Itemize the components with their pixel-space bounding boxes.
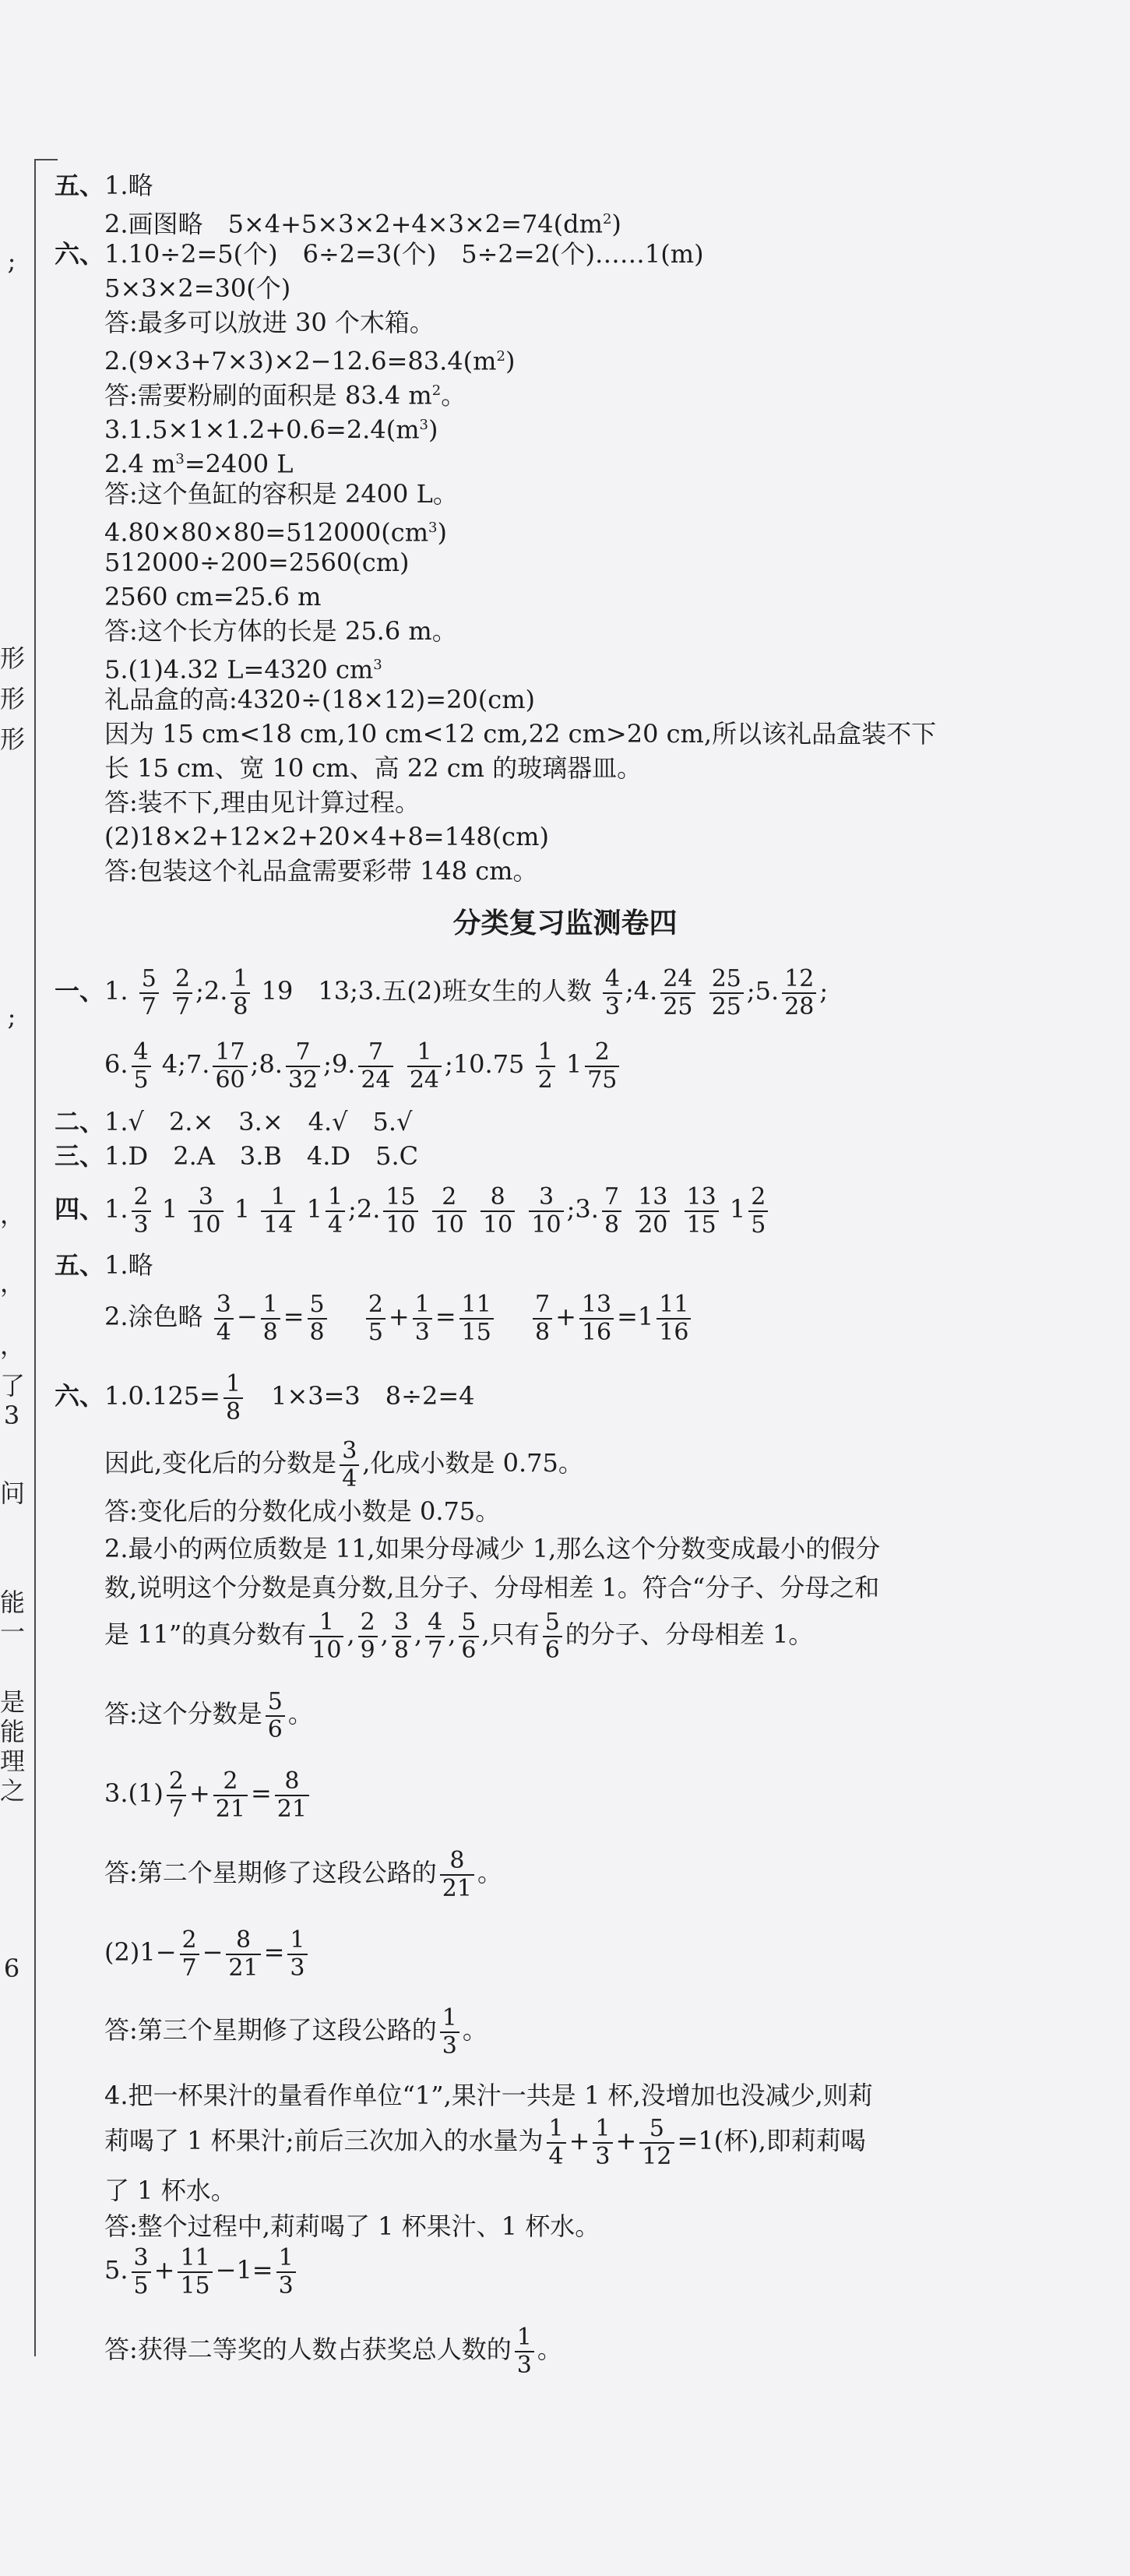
fraction: $\frac{1}{3}$ xyxy=(593,2116,612,2170)
part-one-line-1: 一、1. $\frac{5}{7}$ $\frac{2}{7}$ ;2. $\frac{1}{8}$ 19 13;3.五(2)班女生的人数 $\frac{4}{3}$ ;4. $\frac{24}{25}$ $\frac{25}{25}$ ;5. $\frac{12}{28}$ ; xyxy=(55,964,829,1020)
section-heading: 三、 xyxy=(55,1141,105,1171)
fraction: $\frac{11}{16}$ xyxy=(657,1292,691,1346)
edge-char: 能 xyxy=(0,1717,26,1746)
fraction: $\frac{8}{21}$ xyxy=(440,1848,474,1902)
edge-char: 理 xyxy=(0,1746,26,1776)
part-six-line-10: (2)1− $\frac{2}{7}$ − $\frac{8}{21}$ = $\frac{1}{3}$ xyxy=(104,1921,311,1983)
part-six-line-6: 是 11”的真分数有 $\frac{1}{10}$ , $\frac{2}{9}$ , $\frac{3}{8}$ , $\frac{4}{7}$ , $\frac{5}{6}$ ,只有 $\frac{5}{6}$ 的分子、分母相差 1。 xyxy=(104,1608,814,1664)
fraction: $\frac{1}{8}$ xyxy=(261,1292,280,1346)
edge-char: 一 xyxy=(0,1617,26,1647)
fraction: $\frac{2}{9}$ xyxy=(358,1609,378,1664)
edge-char: 是 xyxy=(0,1687,26,1717)
fraction: $\frac{3}{4}$ xyxy=(340,1438,359,1492)
edge-char: 形 xyxy=(0,643,26,673)
fraction: $\frac{13}{15}$ xyxy=(685,1184,719,1239)
fraction: $\frac{7}{32}$ xyxy=(286,1039,320,1094)
fraction: $\frac{4}{7}$ xyxy=(425,1609,445,1664)
answer-line: 答:需要粉刷的面积是 83.4 $m^2$。 xyxy=(104,380,466,411)
fraction: $\frac{1}{3}$ xyxy=(287,1927,307,1982)
part-four-line: 四、1. $\frac{2}{3}$ 1 $\frac{3}{10}$ 1 $\frac{1}{14}$ 1 $\frac{1}{4}$ ;2. $\frac{15}{10}$ $\frac{2}{10}$ $\frac{8}{10}$ $\frac{3}{10}$ ;3. $\frac{7}{8}$ $\frac{13}{20}$ $\frac{13}{15}$ 1 $\frac{2}{5}$ xyxy=(55,1178,771,1240)
section-six-line-1: 六、1.10÷2=5(个) 6÷2=3(个) 5÷2=2(个)……1(m) xyxy=(55,239,704,269)
edge-char: ， xyxy=(0,1330,26,1360)
edge-char: 了 xyxy=(0,1371,26,1401)
part-two-line: 二、1.√ 2.× 3.× 4.√ 5.√ xyxy=(55,1107,413,1136)
fraction: $\frac{1}{3}$ xyxy=(440,2005,459,2060)
fraction: $\frac{5}{6}$ xyxy=(543,1609,562,1664)
fraction: $\frac{25}{25}$ xyxy=(709,966,744,1020)
section-heading: 一、 xyxy=(55,976,105,1006)
edge-char: ; xyxy=(7,1002,16,1031)
answer-line: 答:整个过程中,莉莉喝了 1 杯果汁、1 杯水。 xyxy=(104,2211,600,2241)
edge-char: 3 xyxy=(3,1401,20,1430)
fraction: $\frac{2}{7}$ xyxy=(173,966,192,1020)
fraction: $\frac{12}{28}$ xyxy=(782,966,816,1020)
answer-line: 答:装不下,理由见计算过程。 xyxy=(104,788,420,817)
fraction: $\frac{1}{3}$ xyxy=(515,2324,534,2379)
fraction: $\frac{5}{7}$ xyxy=(139,966,159,1020)
fraction: $\frac{2}{5}$ xyxy=(748,1184,768,1239)
answer-line: 2560 cm=25.6 m xyxy=(104,582,322,611)
fraction: $\frac{17}{60}$ xyxy=(213,1039,247,1094)
fraction: $\frac{1}{2}$ xyxy=(536,1039,555,1094)
fraction: $\frac{2}{10}$ xyxy=(432,1184,466,1239)
fraction: $\frac{4}{3}$ xyxy=(603,966,622,1020)
edge-char: 形 xyxy=(0,724,26,754)
answer-line: 4.把一杯果汁的量看作单位“1”,果汁一共是 1 杯,没增加也没减少,则莉 xyxy=(104,2081,873,2110)
part-six-line-2: 因此,变化后的分数是 $\frac{3}{4}$ ,化成小数是 0.75。 xyxy=(104,1436,583,1492)
answer-line: 礼品盒的高:4320÷(18×12)=20(cm) xyxy=(104,685,536,714)
answer-line: 5.(1)4.32 L=4320 $cm^3$ xyxy=(104,654,382,685)
fraction: $\frac{5}{8}$ xyxy=(308,1292,327,1346)
section-heading: 五、 xyxy=(55,171,105,200)
answer-line: 5×3×2=30(个) xyxy=(104,273,291,303)
section-heading: 五、 xyxy=(55,1250,105,1280)
fraction: $\frac{7}{8}$ xyxy=(533,1292,552,1346)
fraction: $\frac{1}{8}$ xyxy=(231,966,250,1020)
part-six-line-7: 答:这个分数是 $\frac{5}{6}$ 。 xyxy=(104,1687,313,1743)
section-heading: 六、 xyxy=(55,239,105,269)
answer-line: 答:这个长方体的长是 25.6 m。 xyxy=(104,616,457,646)
fraction: $\frac{3}{10}$ xyxy=(529,1184,563,1239)
fraction: $\frac{2}{7}$ xyxy=(180,1927,199,1982)
fraction: $\frac{1}{10}$ xyxy=(309,1609,343,1664)
fraction: $\frac{7}{24}$ xyxy=(358,1039,393,1094)
fraction: $\frac{8}{21}$ xyxy=(226,1927,260,1982)
fraction: $\frac{11}{15}$ xyxy=(459,1292,494,1346)
answer-line: 答:这个鱼缸的容积是 2400 L。 xyxy=(104,479,458,509)
fraction: $\frac{7}{8}$ xyxy=(602,1184,621,1239)
fraction: $\frac{3}{10}$ xyxy=(188,1184,223,1239)
fraction: $\frac{8}{21}$ xyxy=(275,1768,309,1823)
edge-char: 形 xyxy=(0,684,26,714)
margin-rule xyxy=(34,160,36,2356)
fraction: $\frac{2}{5}$ xyxy=(366,1292,385,1346)
fraction: $\frac{1}{3}$ xyxy=(276,2245,296,2299)
fraction: $\frac{13}{16}$ xyxy=(579,1292,614,1346)
part-six-line-13: 莉喝了 1 杯果汁;前后三次加入的水量为 $\frac{1}{4}$ + $\frac{1}{3}$ + $\frac{5}{12}$ =1(杯),即莉莉喝 xyxy=(104,2114,866,2170)
fraction: $\frac{13}{20}$ xyxy=(635,1184,670,1239)
answer-line: 了 1 杯水。 xyxy=(104,2176,236,2205)
part-six-line-8: 3.(1) $\frac{2}{7}$ + $\frac{2}{21}$ = $\frac{8}{21}$ xyxy=(104,1762,312,1824)
fraction: $\frac{24}{25}$ xyxy=(660,966,695,1020)
edge-char: 能 xyxy=(0,1588,26,1617)
part-five-line-1: 五、1.略 xyxy=(55,1250,153,1280)
section-five-line-1: 五、1.略 xyxy=(55,171,153,200)
fraction: $\frac{11}{15}$ xyxy=(178,2245,212,2299)
fraction: $\frac{5}{6}$ xyxy=(266,1689,285,1743)
answer-line: $4.80\times 80\times 80=512000(cm^3)$ xyxy=(104,517,447,548)
fraction: $\frac{3}{8}$ xyxy=(392,1609,411,1664)
answer-line: 答:变化后的分数化成小数是 0.75。 xyxy=(104,1496,501,1526)
part-six-line-16: 5. $\frac{3}{5}$ + $\frac{11}{15}$ −1= $\frac{1}{3}$ xyxy=(104,2239,299,2301)
answer-line: (2)18×2+12×2+20×4+8=148(cm) xyxy=(104,822,549,851)
fraction: $\frac{5}{6}$ xyxy=(459,1609,478,1664)
fraction: $\frac{4}{5}$ xyxy=(132,1039,151,1094)
answer-line: 答:包装这个礼品盒需要彩带 148 cm。 xyxy=(104,856,538,886)
fraction: $\frac{2}{7}$ xyxy=(167,1768,186,1823)
fraction: $\frac{3}{5}$ xyxy=(132,2245,151,2299)
part-six-line-11: 答:第三个星期修了这段公路的 $\frac{1}{3}$ 。 xyxy=(104,2003,488,2060)
edge-char: ， xyxy=(0,1268,26,1298)
fraction: $\frac{15}{10}$ xyxy=(383,1184,417,1239)
part-six-line-1: 六、1.0.125= $\frac{1}{8}$ 1×3=3 8÷2=4 xyxy=(55,1369,475,1425)
section-heading: 四、 xyxy=(55,1194,105,1224)
edge-char: 之 xyxy=(0,1776,26,1806)
margin-rule-top xyxy=(34,159,58,160)
answer-line: $3.1.5\times 1\times 1.2+0.6=2.4(m^3)$ xyxy=(104,414,438,445)
answer-line: 2.最小的两位质数是 11,如果分母减少 1,那么这个分数变成最小的假分 xyxy=(104,1534,881,1563)
section-heading: 二、 xyxy=(55,1107,105,1136)
section-heading: 六、 xyxy=(55,1381,105,1411)
page-title: 分类复习监测卷四 xyxy=(452,907,678,939)
part-six-line-9: 答:第二个星期修了这段公路的 $\frac{8}{21}$ 。 xyxy=(104,1846,502,1902)
edge-char: 6 xyxy=(3,1954,20,1983)
fraction: $\frac{1}{3}$ xyxy=(413,1292,432,1346)
fraction: $\frac{2}{21}$ xyxy=(213,1768,248,1823)
fraction: $\frac{1}{24}$ xyxy=(407,1039,442,1094)
answer-line: 数,说明这个分数是真分数,且分子、分母相差 1。符合“分子、分母之和 xyxy=(104,1573,880,1602)
fraction: $\frac{1}{4}$ xyxy=(326,1184,345,1239)
answer-line: $2.(9\times 3+7\times 3)\times 2-12.6=83.4(m^2)$ xyxy=(104,346,516,376)
fraction: $\frac{3}{4}$ xyxy=(214,1292,234,1346)
section-five-line-2: 2.画图略 $5\times 4+5\times 3\times 2+4\times 3\times 2=74(dm^2)$ xyxy=(104,209,621,239)
answer-line: 512000÷200=2560(cm) xyxy=(104,548,410,577)
part-six-line-17: 答:获得二等奖的人数占获奖总人数的 $\frac{1}{3}$ 。 xyxy=(104,2323,562,2379)
part-one-line-2: 6. $\frac{4}{5}$ 4;7. $\frac{17}{60}$ ;8. $\frac{7}{32}$ ;9. $\frac{7}{24}$ $\frac{1}{24}$ ;10.75 $\frac{1}{2}$ 1 $\frac{2}{75}$ xyxy=(104,1033,622,1095)
part-five-line-2: 2.涂色略 $\frac{3}{4}$ − $\frac{1}{8}$ = $\frac{5}{8}$ $\frac{2}{5}$ + $\frac{1}{3}$ = $\frac{11}{15}$ $\frac{7}{8}$ + $\frac{13}{16}$ =1 $\frac{11}{16}$ xyxy=(104,1285,694,1348)
answer-line: 因为 15 cm<18 cm,10 cm<12 cm,22 cm>20 cm,所以该礼品盒装不下 xyxy=(104,719,937,749)
edge-char: 问 xyxy=(0,1478,26,1508)
fraction: $\frac{1}{8}$ xyxy=(224,1371,243,1425)
fraction: $\frac{2}{3}$ xyxy=(132,1184,151,1239)
fraction: $\frac{2}{75}$ xyxy=(585,1039,619,1094)
fraction: $\frac{5}{12}$ xyxy=(639,2116,674,2170)
fraction: $\frac{1}{14}$ xyxy=(261,1184,295,1239)
edge-char: ， xyxy=(0,1200,26,1229)
answer-line: 2.4 $m^3=2400$ L xyxy=(104,449,294,479)
answer-line: 答:最多可以放进 30 个木箱。 xyxy=(104,308,435,337)
fraction: $\frac{1}{4}$ xyxy=(547,2116,566,2170)
answer-line: 长 15 cm、宽 10 cm、高 22 cm 的玻璃器皿。 xyxy=(104,753,642,783)
fraction: $\frac{8}{10}$ xyxy=(481,1184,515,1239)
part-three-line: 三、1.D 2.A 3.B 4.D 5.C xyxy=(55,1141,419,1171)
edge-char: ; xyxy=(7,246,16,276)
